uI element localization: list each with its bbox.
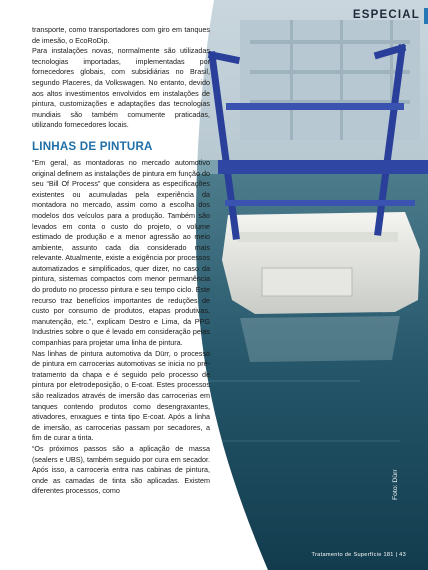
section-marker	[424, 8, 428, 24]
page-footer: Tratamento de Superfície 181 | 43	[311, 552, 406, 558]
intro-paragraph-1: transporte, como transportadores com giro em tanques de imesão, o EcoRoDip.	[32, 25, 210, 45]
photo-credit: Foto: Dürr	[392, 469, 399, 500]
body-paragraph-3: “Os próximos passos são a aplicação de massa (sealers e UBS), também seguido por cura em secador. Após isso, a carroceria entra nas cabinas de pintura, onde as camadas de tinta são aplicadas. Existem diferentes processos, como	[32, 443, 210, 496]
body-paragraph-1: “Em geral, as montadoras no mercado automotivo original definem as instalações de pintura em função do seu “Bill Of Process” que considera as especificações existentes ou acumuladas pela experiência da montadora no mercado, assim como a escolha dos modelos dos veículos para a produção. Também são levados em conta o custo do projeto, o volume estimado de produção e a menor agressão ao meio ambiente, assunto cada dia considerado mais relevante. Atualmente, existe a exigência por processos automatizados e simplificados, quer dizer, no caso da pintura, sistemas compactos com menor permanência do produto no processo pintura e seu tempo ciclo. Este recurso traz benefícios importantes de reduções de custo por consumo de produtos, etapas produtivas, manutenção, etc.”, explicam Destro e Lima, da PPG Industries sobre o que é levado em consideração pelas companhias para projetar uma linha de pintura.	[32, 157, 210, 348]
article-column	[32, 25, 210, 497]
section-heading: LINHAS DE PINTURA	[32, 139, 153, 153]
body-paragraph-2: Nas linhas de pintura automotiva da Dürr, o processo de pintura em carrocerias automotivas se inicia no pré-tratamento da chapa e é seguido pelo processo de pintura por eletrodeposição, o E-coat. Estes processos são realizados através de imersão das carrocerias em tanques contendo produtos como desengraxantes, ativadores, enxagues e tinta tipo E-coat. Após a linha de imersão, as carrocerias passam por secadores, a fim de curar a tinta.	[32, 348, 210, 443]
intro-paragraph-2: Para instalações novas, normalmente são utilizadas tecnologias importadas, implementadas por fornecedores globais, com subsidiárias no Brasil, segundo Placeres, da Volkswagen. No entanto, devido aos altos investimentos envolvidos em instalações de pintura, customizações e adaptações das tecnologias mundiais são também comumente praticadas, utilizando fornecedores locais.	[32, 46, 210, 130]
section-label: ESPECIAL	[352, 9, 420, 21]
